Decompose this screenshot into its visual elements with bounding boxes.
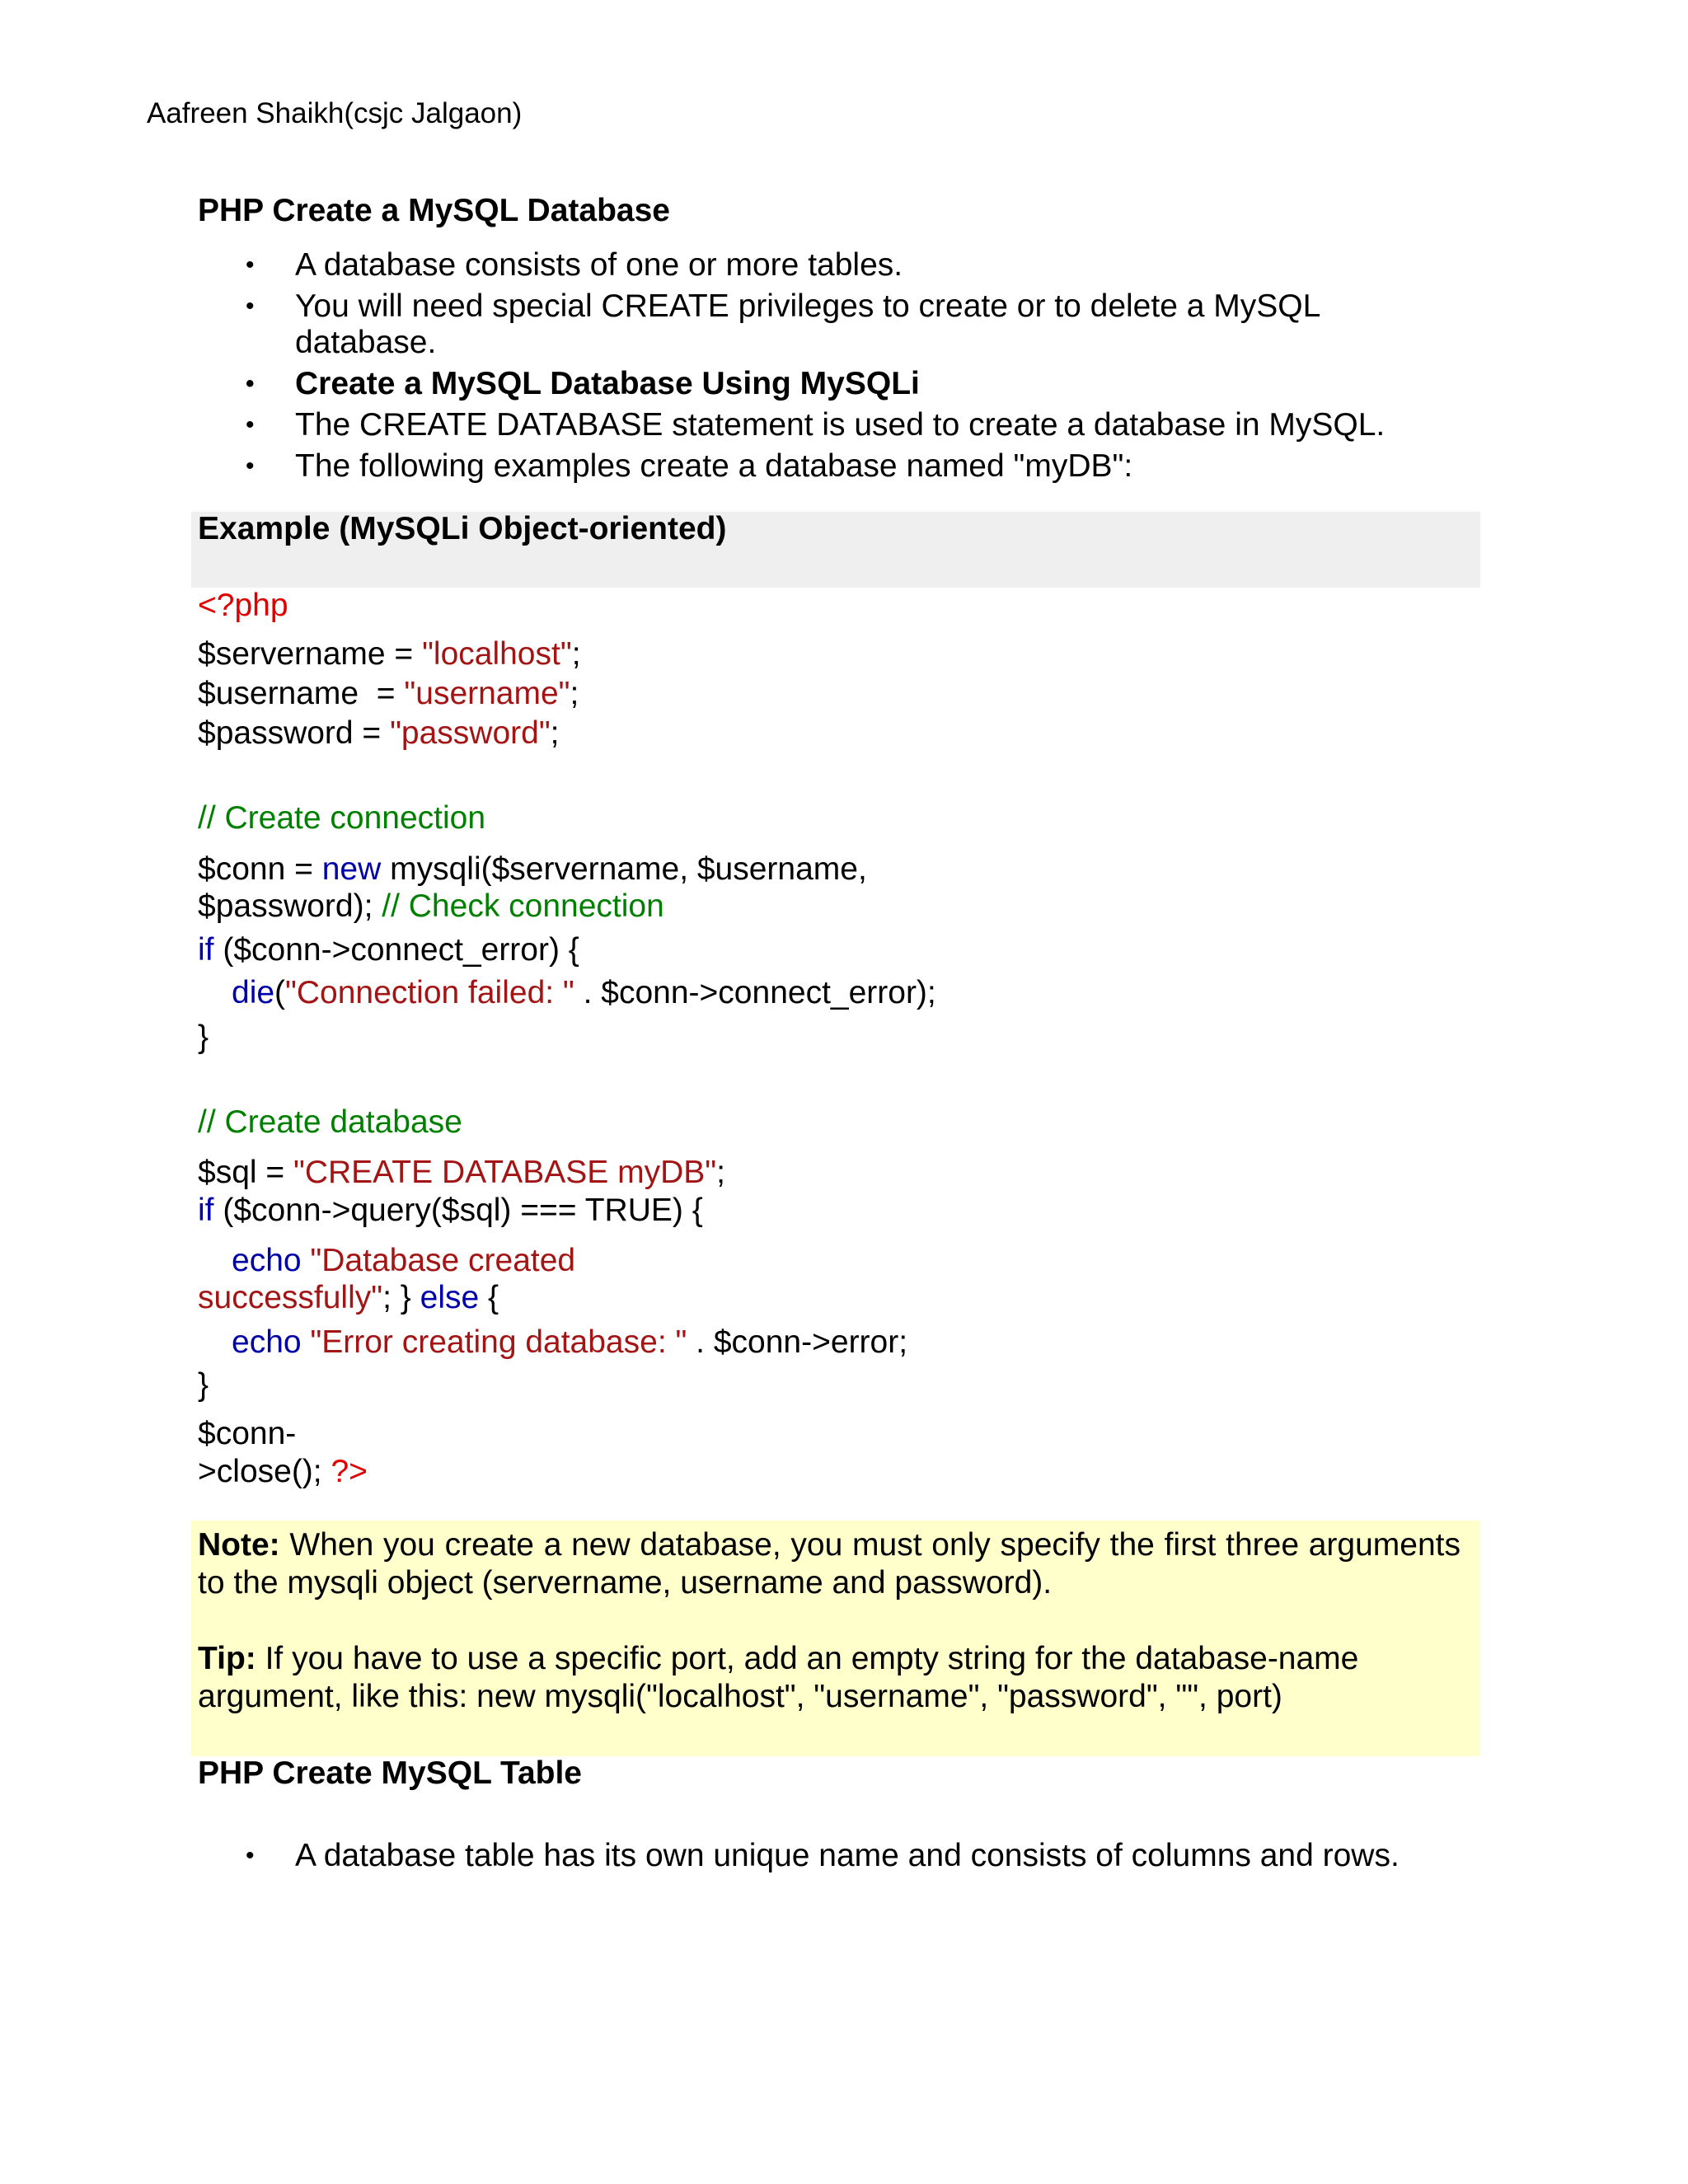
list-item: • You will need special CREATE privileges to create or to delete a MySQL database. — [246, 288, 1321, 360]
example-title: Example (MySQLi Object-oriented) — [198, 511, 727, 546]
code-line: <?php — [198, 588, 288, 623]
list-item: • The following examples create a database named "myDB": — [246, 448, 1133, 484]
list-item: • Create a MySQL Database Using MySQLi — [246, 366, 920, 401]
code-line: if ($conn->query($sql) === TRUE) { — [198, 1193, 703, 1228]
bullet-list-create-table — [198, 1838, 1484, 1879]
list-item: • A database consists of one or more tables. — [246, 247, 903, 283]
code-line: $password = "password"; — [198, 715, 560, 751]
code-comment: // Create connection — [198, 800, 486, 836]
page-header: Aafreen Shaikh(csjc Jalgaon) — [147, 97, 523, 129]
section-title-create-db: PHP Create a MySQL Database — [198, 193, 670, 228]
code-comment: // Create database — [198, 1104, 462, 1140]
list-item: • The CREATE DATABASE statement is used to create a database in MySQL. — [246, 407, 1386, 443]
code-line: } — [198, 1019, 209, 1055]
bullet-icon: • — [246, 452, 255, 480]
code-line: die("Connection failed: " . $conn->connect_error); — [232, 975, 936, 1010]
list-item: • A database table has its own unique name and consists of columns and rows. — [246, 1838, 1400, 1873]
bullet-icon: • — [246, 1842, 255, 1869]
code-line: echo "Error creating database: " . $conn->error; — [232, 1324, 908, 1360]
bullet-icon: • — [246, 411, 255, 438]
bullet-list-create-db — [198, 247, 1484, 490]
code-line: if ($conn->connect_error) { — [198, 932, 579, 968]
code-line: } — [198, 1367, 209, 1403]
code-line: >close(); ?> — [198, 1454, 368, 1489]
code-line: echo "Database created — [232, 1243, 576, 1278]
code-line: $conn = new mysqli($servername, $username, — [198, 851, 867, 887]
note-content — [198, 1526, 1461, 1716]
code-line: $conn- — [198, 1416, 297, 1451]
bullet-icon: • — [246, 370, 255, 397]
code-line: $password); // Check connection — [198, 888, 664, 924]
code-line: $servername = "localhost"; — [198, 636, 581, 672]
bullet-icon: • — [246, 293, 255, 320]
section-title-create-table: PHP Create MySQL Table — [198, 1755, 583, 1791]
tip-paragraph: Tip: If you have to use a specific port, add an empty string for the database-name argument, like this: new mysqli("localhost", "username", "password", "", port) — [198, 1641, 1359, 1714]
code-line: successfully"; } else { — [198, 1280, 499, 1315]
code-line: $sql = "CREATE DATABASE myDB"; — [198, 1155, 725, 1190]
bullet-icon: • — [246, 251, 255, 279]
note-paragraph: Note: When you create a new database, you must only specify the first three arguments to the mysqli object (servername, username and password). — [198, 1527, 1461, 1601]
code-line: $username = "username"; — [198, 676, 579, 711]
